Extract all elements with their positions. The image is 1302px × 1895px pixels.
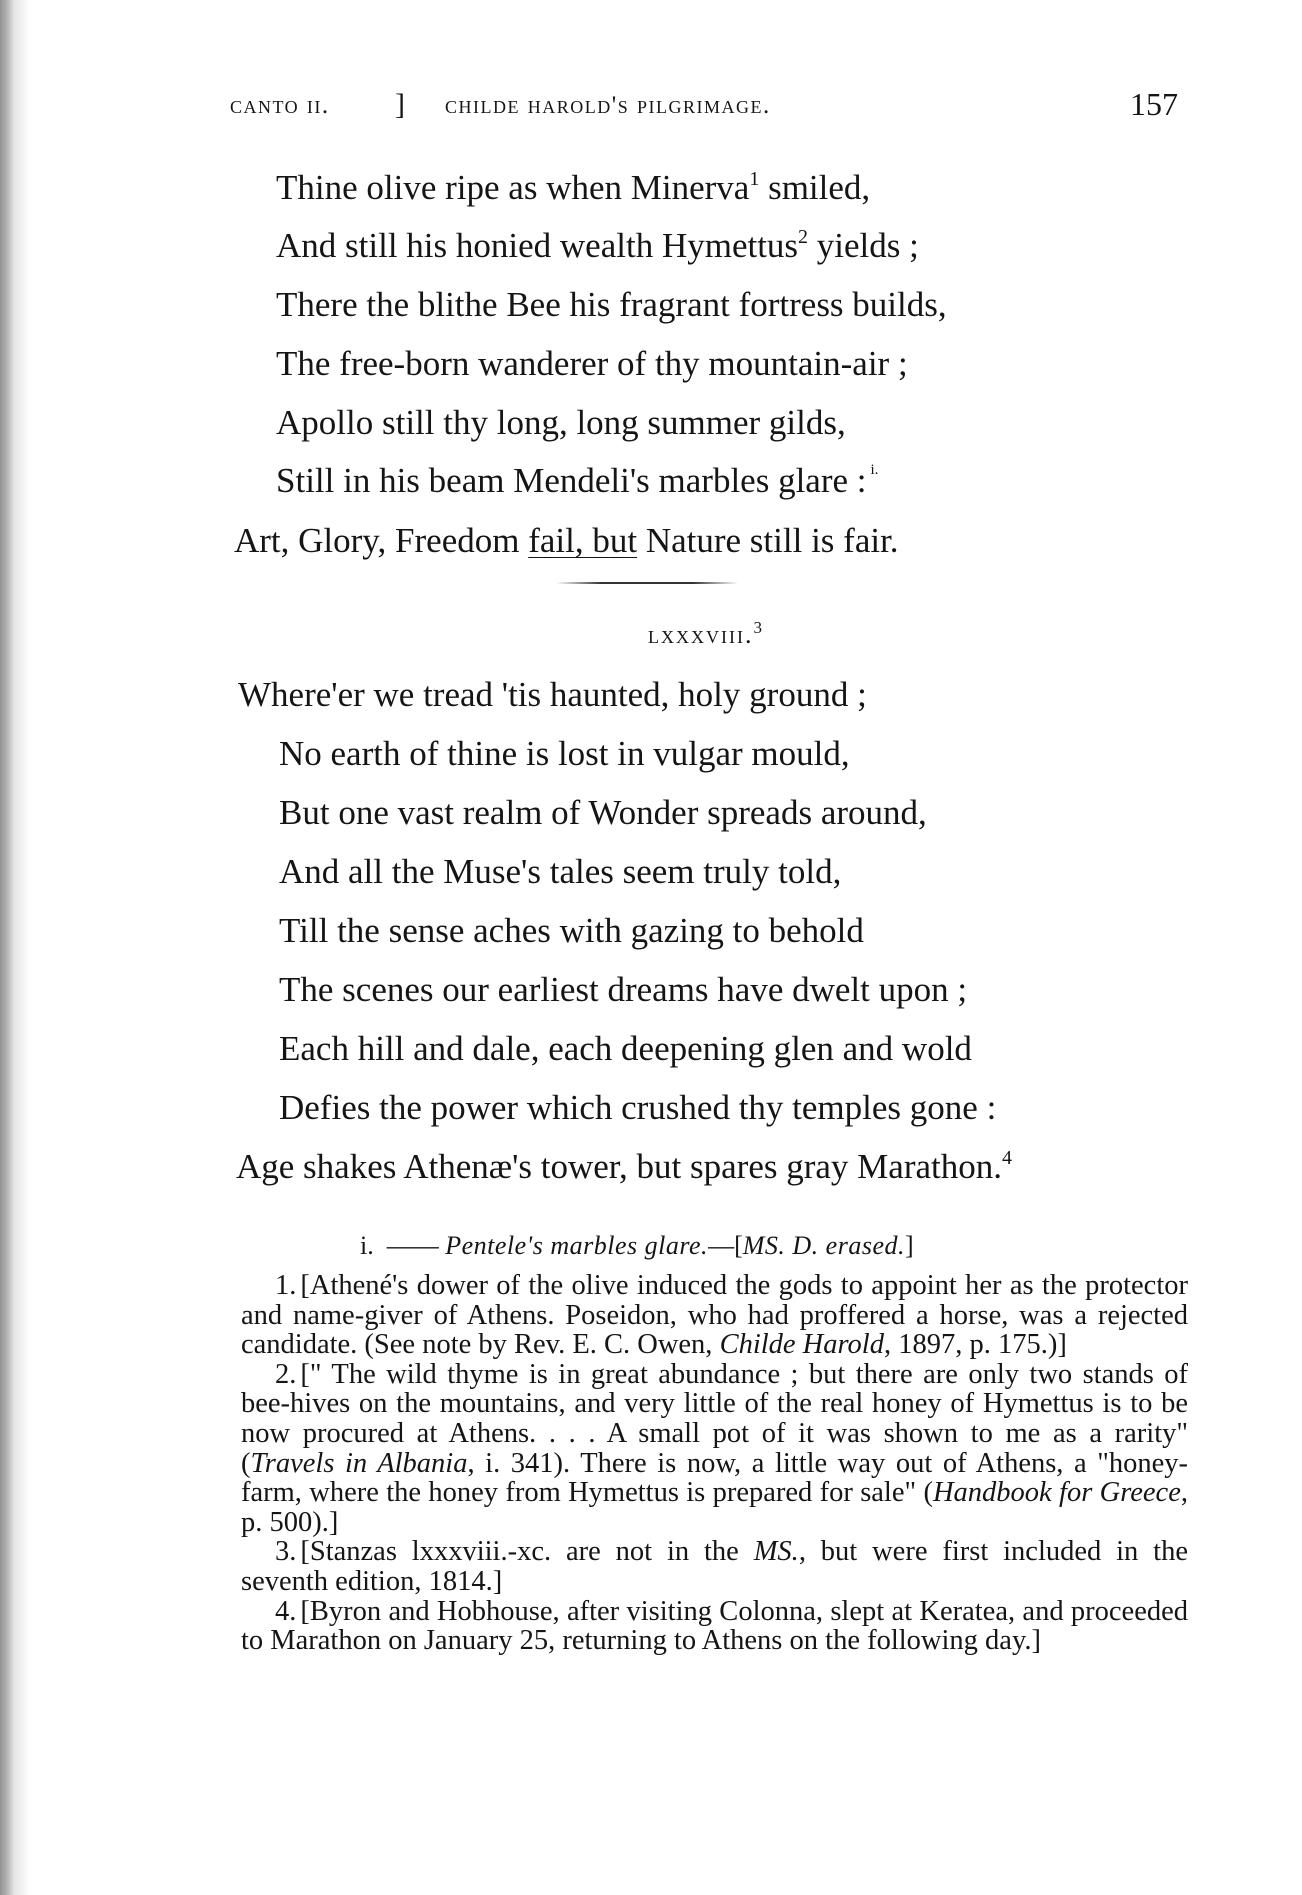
- verse-line: Apollo still thy long, long summer gilds,: [276, 403, 846, 442]
- verse-line: Where'er we tread 'tis haunted, holy ground ;: [238, 675, 867, 714]
- verse-line: The free-born wanderer of thy mountain-air ;: [276, 344, 908, 383]
- variant-marker: i.: [870, 462, 879, 478]
- footnote-3: 3. [Stanzas lxxxviii.-xc. are not in the MS., but were first included in the seventh edition, 1814.]: [241, 1536, 1189, 1597]
- footnote-ref: 4: [1001, 1147, 1012, 1169]
- footnote-ref: 2: [798, 226, 809, 248]
- variant-text: Pentele's marbles glare.: [445, 1231, 709, 1260]
- stanza-divider: [556, 582, 738, 584]
- verse-line: The scenes our earliest dreams have dwelt upon ;: [279, 970, 968, 1009]
- verse-line: Till the sense aches with gazing to behold: [279, 911, 864, 950]
- variant-source: MS. D. erased.: [742, 1231, 905, 1260]
- verse-line: Thine olive ripe as when Minerva$^1$ smiled,: [276, 168, 871, 207]
- verse-line: But one vast realm of Wonder spreads around,: [279, 793, 927, 832]
- underlined-words: fail, but: [528, 521, 638, 560]
- footnote-ref: 3: [753, 618, 762, 637]
- header-bracket: ]: [395, 88, 407, 121]
- variant-reading: i. —— Pentele's marbles glare.—[MS. D. erased.]: [360, 1231, 914, 1260]
- verse-line: No earth of thine is lost in vulgar mould,: [279, 734, 850, 773]
- verse-line: There the blithe Bee his fragrant fortress builds,: [276, 285, 947, 324]
- canto-label: canto ii.: [230, 92, 330, 119]
- footnote-4: 4. [Byron and Hobhouse, after visiting Colonna, slept at Keratea, and proceeded to Marathon on January 25, returning to Athens on the following day.]: [241, 1595, 1188, 1657]
- verse-line-final: Art, Glory, Freedom fail, but Nature still is fair.: [234, 521, 899, 560]
- footnote-ref: 1: [749, 168, 760, 190]
- verse-line: Each hill and dale, each deepening glen and wold: [279, 1029, 972, 1068]
- verse-line: And all the Muse's tales seem truly told,: [279, 852, 842, 891]
- verse-line-final: Age shakes Athenæ's tower, but spares gray Marathon.$^4$: [236, 1147, 1012, 1186]
- footnote-1: 1. [Athené's dower of the olive induced the gods to appoint her as the protector and name-giver of Athens. Poseidon, who had proffered a horse, was a rejected candidate. (See note by Rev. E. C. Owen, Childe Harold, 1897, p. 175.)]: [241, 1270, 1188, 1361]
- book-title: childe harold's pilgrimage.: [445, 92, 771, 119]
- verse-line: Defies the power which crushed thy temples gone :: [279, 1088, 997, 1127]
- running-header: [230, 86, 1230, 132]
- verse-line: And still his honied wealth Hymettus$^2$ yields ;: [276, 226, 919, 265]
- book-binding-shadow: [0, 0, 34, 1895]
- verse-line: Still in his beam Mendeli's marbles glare : $^{i.}$: [276, 461, 879, 500]
- footnotes: [241, 1271, 1188, 1656]
- stanza-number: lxxxviii.$^3$: [648, 618, 762, 649]
- footnote-2: 2. [" The wild thyme is in great abundance ; but there are only two stands of bee-hives on the mountains, and very little of the real honey of Hymettus is to be now procured at Athens. . . . A small pot of it was shown to me as a rarity" (Travels in Albania, i. 341). There is now, a little way out of Athens, a "honey-farm, where the honey from Hymettus is prepared for sale" (Handbook for Greece, p. 500).]: [241, 1358, 1188, 1538]
- page-number: 157: [1130, 86, 1178, 122]
